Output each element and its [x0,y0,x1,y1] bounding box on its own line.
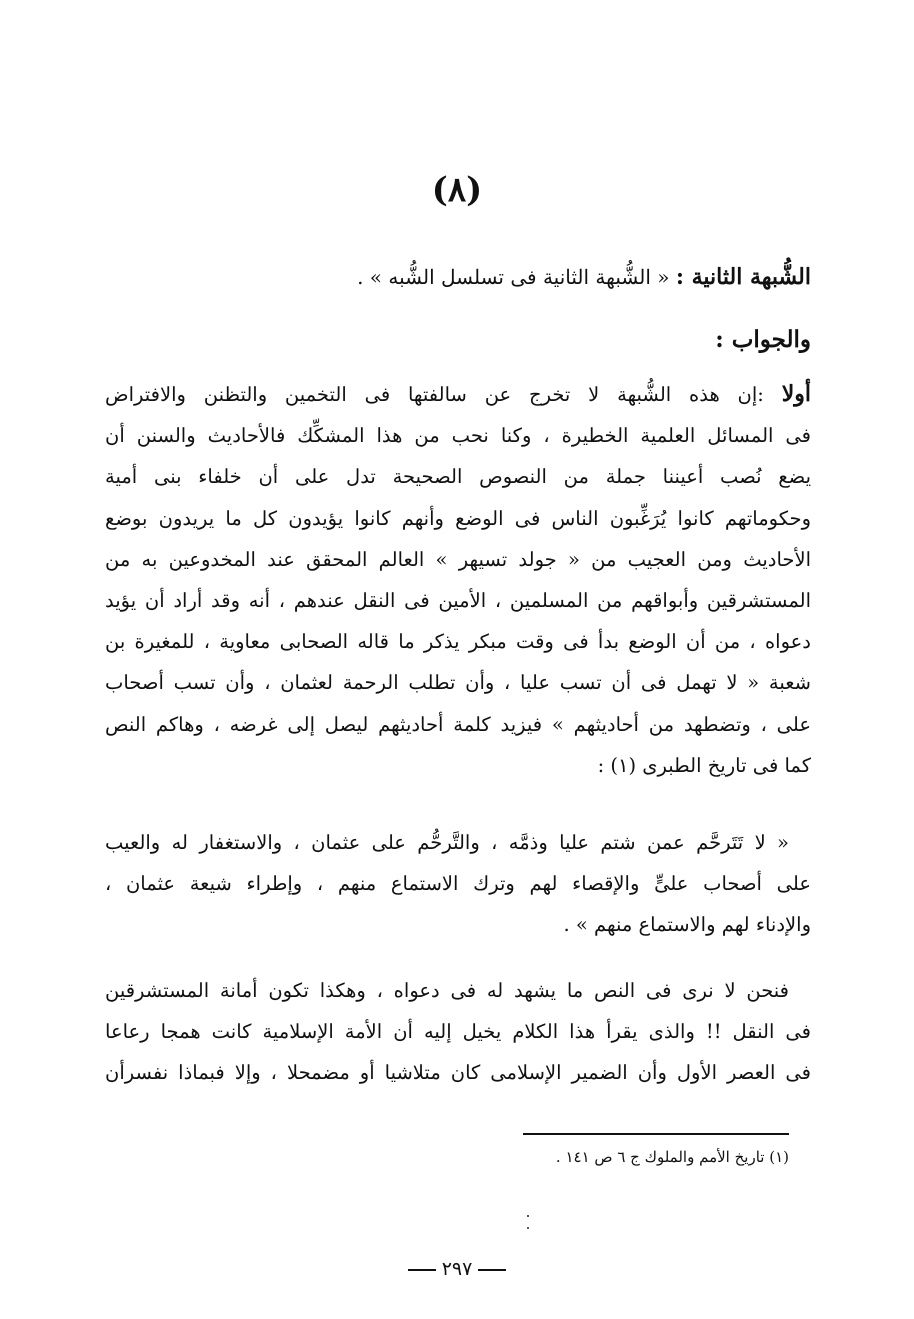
dash-left [408,1269,436,1271]
text-line: المستشرقين وأبواقهم من المسلمين ، الأمين فى النقل عندهم ، أنه وقد أراد أن يؤيد [105,588,811,612]
text-line: فى النقل !! والذى يقرأ هذا الكلام يخيل إليه أن الأمة الإسلامية كانت همجا رعاعا [105,1020,811,1044]
footnote: (١) تاريخ الأمم والملوك ج ٦ ص ١٤١ . [555,1148,789,1166]
text-line: دعواه ، من أن الوضع بدأ فى وقت مبكر يذكر ما قاله الصحابى معاوية ، للمغيرة بن [105,630,811,654]
text-line: والإدناء لهم والاستماع منهم » . [563,913,811,937]
answer-heading [105,326,811,353]
paragraph-second [105,970,811,1094]
answer-label: والجواب : [715,326,811,353]
heading-label: الشُّبهة الثانية : [675,264,811,290]
paragraph-first [105,374,811,786]
text-line: الأحاديث ومن العجيب من « جولد تسيهر » العالم المحقق عند المخدوعين به من [105,547,811,571]
page-number: ٢٩٧ [441,1258,473,1280]
section-heading [105,264,811,290]
quotation [105,822,811,946]
dash-right [478,1269,506,1271]
text-line: شعبة « لا تهمل فى أن تسب عليا ، وأن تطلب الرحمة لعثمان ، وأن تسب أصحاب [105,671,811,695]
scan-speck [527,1227,529,1229]
text-line: على أصحاب علىٍّ والإقصاء لهم وترك الاستماع منهم ، وإطراء شيعة عثمان ، [105,872,811,896]
text-line: وحكوماتهم كانوا يُرَغِّبون الناس فى الوضع وأنهم كانوا يؤيدون كل ما يريدون بوضع [105,506,811,530]
scan-speck [527,1215,529,1217]
footnote-separator [523,1133,789,1135]
text-line: كما فى تاريخ الطبرى (١) : [597,753,811,777]
text-line: فى العصر الأول وأن الضمير الإسلامى كان متلاشيا أو مضمحلا ، وإلا فبماذا نفسرأن [105,1061,811,1085]
heading-title: « الشُّبهة الثانية فى تسلسل الشُّبه » . [357,265,670,289]
text-line: فنحن لا نرى فى النص ما يشهد له فى دعواه ، وهكذا تكون أمانة المستشرقين [105,979,789,1002]
text-line: « لا تَتَرحَّم عمن شتم عليا وذمَّه ، والتَّرحُّم على عثمان ، والاستغفار له والعيب [105,831,789,854]
text-line: على ، وتضطهد من أحاديثهم » فيزيد كلمة أحاديثهم ليصل إلى غرضه ، وهاكم النص [105,712,811,736]
page-number-container [0,1258,914,1280]
text-line: فى المسائل العلمية الخطيرة ، وكنا نحب من هذا المشكِّك فالأحاديث والسنن أن [105,424,811,448]
chapter-number: (٨) [431,170,483,210]
first-label: أولا [781,381,811,407]
text-line: أولا :إن هذه الشُّبهة لا تخرج عن سالفتها فى التخمين والتظنن والافتراض [105,381,811,407]
text-line: يضع نُصب أعيننا جملة من النصوص الصحيحة تدل على أن خلفاء بنى أمية [105,465,811,489]
